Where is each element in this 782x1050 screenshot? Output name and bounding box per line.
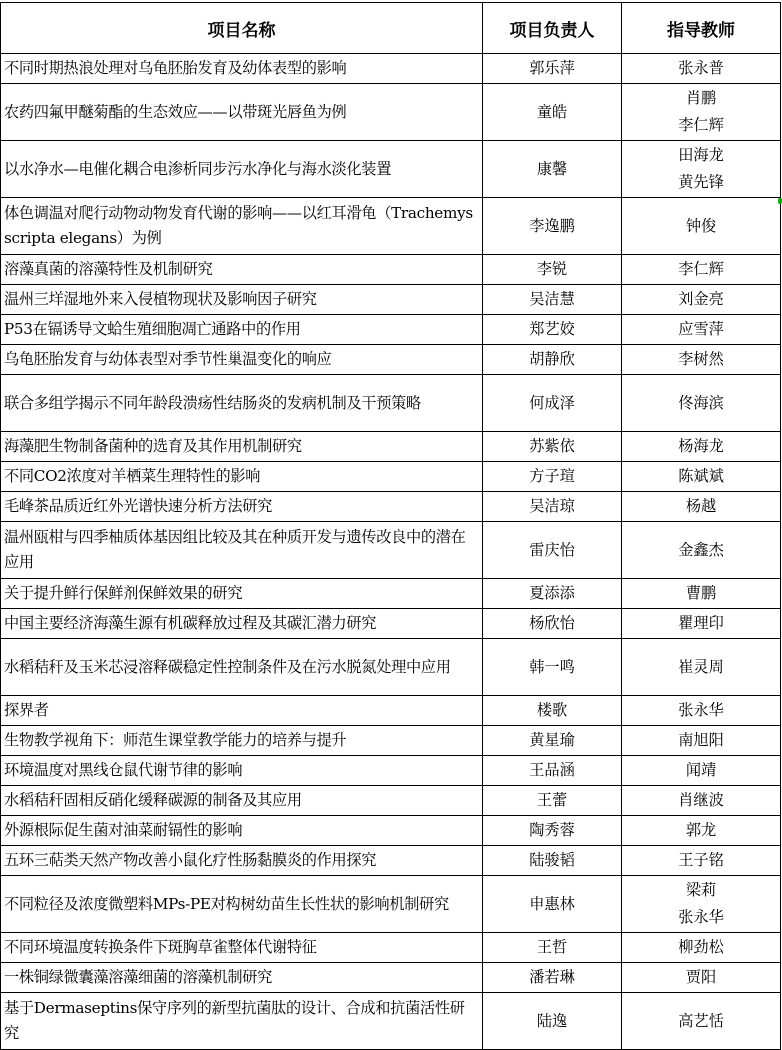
advisor-name: 钟俊: [685, 216, 717, 235]
header-advisor: 指导教师: [622, 3, 781, 54]
advisor-cell: [622, 141, 781, 198]
project-leader-cell: 吴洁慧: [483, 285, 622, 315]
project-name-cell: 不同时期热浪处理对乌龟胚胎发育及幼体表型的影响: [1, 54, 483, 84]
advisor-cell: [622, 609, 781, 639]
advisor-cell: [622, 375, 781, 432]
table-row: [1, 141, 781, 198]
table-row: [1, 609, 781, 639]
advisor-name: 张永华: [678, 908, 724, 926]
advisor-name: 杨越: [685, 497, 717, 515]
advisor-cell: [622, 726, 781, 756]
project-name-cell: 农药四氟甲醚菊酯的生态效应——以带斑光唇鱼为例: [1, 84, 483, 141]
project-name-cell: 联合多组学揭示不同年龄段溃疡性结肠炎的发病机制及干预策略: [1, 375, 483, 432]
project-name-cell: 以水净水—电催化耦合电渗析同步污水净化与海水淡化装置: [1, 141, 483, 198]
table-row: [1, 84, 781, 141]
table-row: [1, 816, 781, 846]
advisor-name: 金鑫杰: [678, 540, 724, 559]
project-name-cell: 五环三萜类天然产物改善小鼠化疗性肠黏膜炎的作用探究: [1, 846, 483, 876]
project-table: [0, 2, 781, 1050]
advisor-cell: [622, 876, 781, 933]
advisor-cell: [622, 84, 781, 141]
advisor-cell: [622, 786, 781, 816]
advisor-cell: [622, 462, 781, 492]
advisor-name: 梁莉: [685, 881, 717, 899]
advisor-cell: [622, 285, 781, 315]
advisor-name: 李仁辉: [678, 116, 724, 134]
advisor-cell: [622, 255, 781, 285]
advisor-cell: [622, 756, 781, 786]
table-row: [1, 756, 781, 786]
project-name-cell: 基于Dermaseptins保守序列的新型抗菌肽的设计、合成和抗菌活性研究: [1, 993, 483, 1050]
project-leader-cell: 郭乐萍: [483, 54, 622, 84]
project-leader-cell: 王蕾: [483, 786, 622, 816]
table-row: [1, 54, 781, 84]
table-row: [1, 846, 781, 876]
advisor-name: 崔灵周: [678, 657, 724, 676]
advisor-cell: [622, 846, 781, 876]
table-row: [1, 579, 781, 609]
project-leader-cell: 郑艺姣: [483, 315, 622, 345]
table-row: [1, 285, 781, 315]
advisor-cell: [622, 345, 781, 375]
project-name-cell: 毛峰茶品质近红外光谱快速分析方法研究: [1, 492, 483, 522]
header-project-leader: 项目负责人: [483, 3, 622, 54]
table-row: [1, 933, 781, 963]
advisor-cell: [622, 639, 781, 696]
project-name-cell: 探界者: [1, 696, 483, 726]
project-leader-cell: 韩一鸣: [483, 639, 622, 696]
project-name-cell: 体色调温对爬行动物动物发育代谢的影响——以红耳滑龟（Trachemys scripta elegans）为例: [1, 198, 483, 255]
project-leader-cell: 李逸鹏: [483, 198, 622, 255]
table-row: [1, 255, 781, 285]
table-row: [1, 993, 781, 1050]
project-leader-cell: 夏添添: [483, 579, 622, 609]
table-row: [1, 786, 781, 816]
advisor-cell: [622, 816, 781, 846]
table-row: [1, 876, 781, 933]
project-name-cell: 溶藻真菌的溶藻特性及机制研究: [1, 255, 483, 285]
table-row: [1, 198, 781, 255]
advisor-name: 田海龙: [678, 146, 724, 164]
project-leader-cell: 雷庆怡: [483, 522, 622, 579]
advisor-name: 曹鹏: [685, 584, 717, 602]
table-row: [1, 345, 781, 375]
project-leader-cell: 申惠林: [483, 876, 622, 933]
advisor-cell: [622, 696, 781, 726]
advisor-name: 闻靖: [685, 761, 717, 779]
project-leader-cell: 潘若琳: [483, 963, 622, 993]
project-leader-cell: 胡静欣: [483, 345, 622, 375]
advisor-name: 肖继波: [678, 791, 724, 809]
advisor-name: 贾阳: [685, 968, 717, 986]
project-name-cell: 外源根际促生菌对油菜耐镉性的影响: [1, 816, 483, 846]
project-name-cell: 水稻秸秆固相反硝化缓释碳源的制备及其应用: [1, 786, 483, 816]
advisor-name: 陈斌斌: [678, 467, 724, 485]
advisor-cell: [622, 963, 781, 993]
advisor-name: 柳劲松: [678, 938, 724, 956]
table-row: [1, 315, 781, 345]
project-leader-cell: 楼歌: [483, 696, 622, 726]
project-leader-cell: 苏紫依: [483, 432, 622, 462]
project-name-cell: 中国主要经济海藻生源有机碳释放过程及其碳汇潜力研究: [1, 609, 483, 639]
advisor-name: 高艺恬: [678, 1011, 724, 1030]
advisor-cell: [622, 315, 781, 345]
advisor-cell: [622, 993, 781, 1050]
advisor-cell: [622, 432, 781, 462]
project-name-cell: 生物教学视角下：师范生课堂教学能力的培养与提升: [1, 726, 483, 756]
advisor-name: 黄先锋: [678, 173, 724, 191]
advisor-name: 南旭阳: [678, 731, 724, 749]
table-row: [1, 726, 781, 756]
advisor-cell: [622, 492, 781, 522]
advisor-name: 刘金亮: [678, 290, 724, 308]
project-leader-cell: 康馨: [483, 141, 622, 198]
project-leader-cell: 方子瑄: [483, 462, 622, 492]
advisor-name: 应雪萍: [678, 320, 724, 338]
project-name-cell: 不同粒径及浓度微塑料MPs-PE对构树幼苗生长性状的影响机制研究: [1, 876, 483, 933]
advisor-name: 李树然: [678, 350, 724, 368]
project-leader-cell: 陆逸: [483, 993, 622, 1050]
project-name-cell: 水稻秸秆及玉米芯浸溶释碳稳定性控制条件及在污水脱氮处理中应用: [1, 639, 483, 696]
project-name-cell: 不同环境温度转换条件下斑胸草雀整体代谢特征: [1, 933, 483, 963]
table-row: [1, 375, 781, 432]
table-row: [1, 522, 781, 579]
table-row: [1, 639, 781, 696]
table-row: [1, 432, 781, 462]
project-name-cell: P53在镉诱导文蛤生殖细胞凋亡通路中的作用: [1, 315, 483, 345]
advisor-cell: [622, 933, 781, 963]
advisor-name: 郭龙: [685, 821, 717, 839]
project-name-cell: 温州瓯柑与四季柚质体基因组比较及其在种质开发与遗传改良中的潜在应用: [1, 522, 483, 579]
advisor-name: 肖鹏: [685, 89, 717, 107]
project-leader-cell: 何成泽: [483, 375, 622, 432]
project-leader-cell: 杨欣怡: [483, 609, 622, 639]
advisor-name: 张永普: [678, 59, 724, 77]
advisor-cell: [622, 54, 781, 84]
project-leader-cell: 陶秀蓉: [483, 816, 622, 846]
edge-marker: [778, 198, 782, 204]
table-row: [1, 963, 781, 993]
header-project-name: 项目名称: [1, 3, 483, 54]
project-name-cell: 一株铜绿微囊藻溶藻细菌的溶藻机制研究: [1, 963, 483, 993]
advisor-name: 张永华: [678, 701, 724, 719]
project-leader-cell: 童皓: [483, 84, 622, 141]
table-body: [1, 54, 781, 1050]
advisor-cell: [622, 579, 781, 609]
advisor-name: 佟海滨: [678, 393, 724, 412]
project-name-cell: 海藻肥生物制备菌种的选育及其作用机制研究: [1, 432, 483, 462]
advisor-name: 李仁辉: [678, 260, 724, 278]
advisor-cell: [622, 198, 781, 255]
project-leader-cell: 吴洁琼: [483, 492, 622, 522]
project-leader-cell: 黄星瑜: [483, 726, 622, 756]
project-name-cell: 不同CO2浓度对羊栖菜生理特性的影响: [1, 462, 483, 492]
advisor-cell: [622, 522, 781, 579]
project-name-cell: 乌龟胚胎发育与幼体表型对季节性巢温变化的响应: [1, 345, 483, 375]
project-leader-cell: 王哲: [483, 933, 622, 963]
advisor-name: 瞿理印: [678, 614, 724, 632]
advisor-name: 王子铭: [678, 851, 724, 869]
project-leader-cell: 陆骏韬: [483, 846, 622, 876]
project-name-cell: 关于提升鲜行保鲜剂保鲜效果的研究: [1, 579, 483, 609]
table-row: [1, 462, 781, 492]
table-row: [1, 696, 781, 726]
advisor-name: 杨海龙: [678, 437, 724, 455]
project-leader-cell: 李锐: [483, 255, 622, 285]
project-leader-cell: 王品涵: [483, 756, 622, 786]
project-name-cell: 温州三垟湿地外来入侵植物现状及影响因子研究: [1, 285, 483, 315]
project-name-cell: 环境温度对黑线仓鼠代谢节律的影响: [1, 756, 483, 786]
table-header-row: [1, 3, 781, 54]
table-row: [1, 492, 781, 522]
